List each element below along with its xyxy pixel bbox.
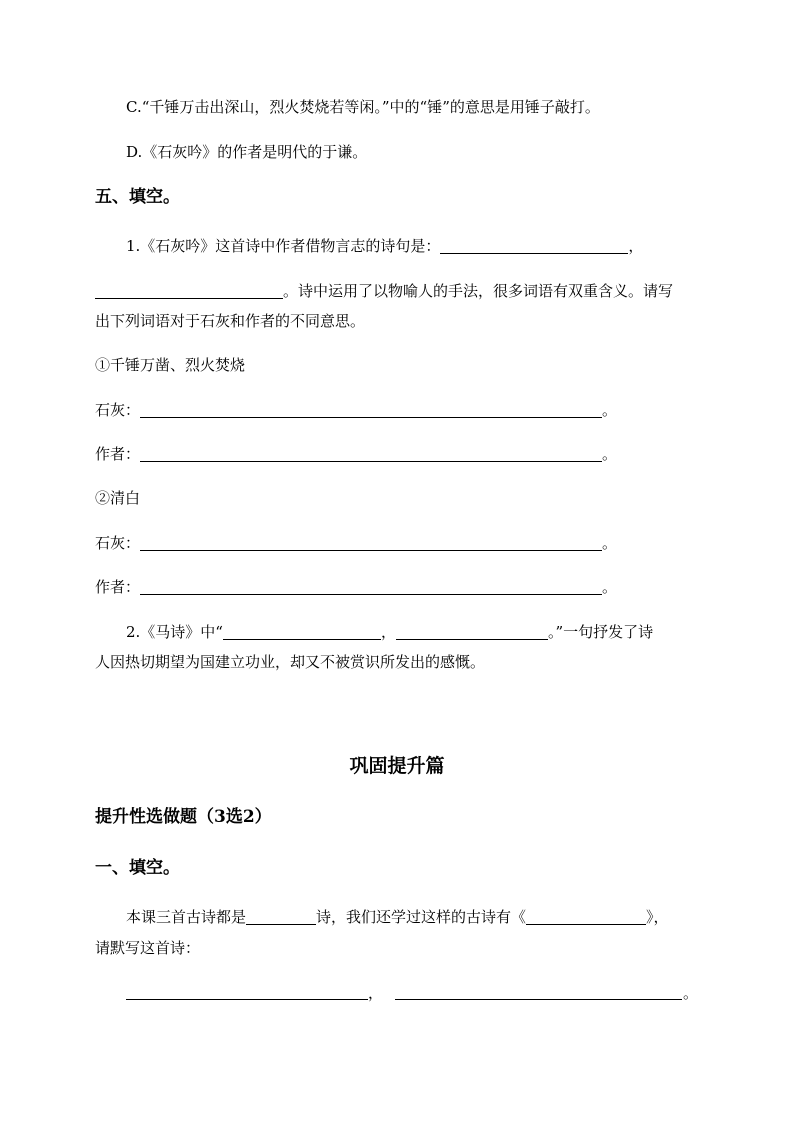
part1-line1 — [126, 906, 731, 928]
q1-continuation: 。诗中运用了以物喻人的手法，很多词语有双重含义。请写 — [283, 282, 674, 300]
end-mark: 。 — [602, 578, 618, 596]
part-one-title: 一、填空。 — [95, 858, 180, 878]
author-label: 作者： — [95, 578, 141, 596]
q1-blank-1[interactable] — [440, 237, 628, 254]
poem-line-blank-2[interactable] — [395, 998, 682, 1000]
option-c: C.“千锤万击出深山，烈火焚烧若等闲。”中的“锤”的意思是用锤子敲打。 — [126, 98, 600, 116]
poem-period: 。 — [683, 984, 699, 1002]
end-mark: 。 — [602, 401, 618, 419]
part1-line2: 请默写这首诗： — [95, 939, 201, 957]
item2-author-blank[interactable] — [140, 578, 602, 595]
part1-text-c: 》， — [646, 908, 669, 926]
part1-text-b: 诗，我们还学过这样的古诗有《 — [316, 908, 527, 926]
option-d: D.《石灰吟》的作者是明代的于谦。 — [126, 143, 368, 161]
end-mark: 。 — [602, 445, 618, 463]
q1-blank-2[interactable] — [95, 282, 283, 299]
q2-continuation: 。”一句抒发了诗 — [548, 623, 654, 641]
optional-subtitle: 提升性选做题（3选2） — [95, 807, 272, 827]
item1-lime-row — [95, 399, 700, 421]
q1-line2 — [95, 280, 700, 302]
author-label: 作者： — [95, 445, 141, 463]
poem-title-blank[interactable] — [526, 908, 646, 925]
section-five-title: 五、填空。 — [95, 187, 180, 207]
q1-comma: ， — [628, 237, 644, 255]
q2-blank-2[interactable] — [396, 623, 548, 640]
lime-label: 石灰： — [95, 401, 141, 419]
q2-intro: 2.《马诗》中“ — [126, 623, 223, 641]
item-one: ①千锤万凿、烈火焚烧 — [95, 356, 246, 374]
q1-intro: 1.《石灰吟》这首诗中作者借物言志的诗句是： — [126, 237, 441, 255]
poem-type-blank[interactable] — [246, 908, 316, 925]
q2-blank-1[interactable] — [223, 623, 381, 640]
item1-lime-blank[interactable] — [140, 401, 602, 418]
item1-author-blank[interactable] — [140, 445, 602, 462]
lime-label: 石灰： — [95, 534, 141, 552]
q1-line1 — [126, 235, 731, 257]
part1-text-a: 本课三首古诗都是 — [126, 908, 247, 926]
q1-line3: 出下列词语对于石灰和作者的不同意思。 — [95, 312, 366, 330]
item-two: ②清白 — [95, 489, 141, 507]
q2-line2: 人因热切期望为国建立功业，却又不被赏识所发出的感慨。 — [95, 653, 486, 671]
item2-lime-blank[interactable] — [140, 534, 602, 551]
end-mark: 。 — [602, 534, 618, 552]
item2-lime-row — [95, 532, 700, 554]
q2-comma: ， — [380, 623, 396, 641]
poem-comma: ， — [368, 984, 384, 1002]
poem-line-blank-1[interactable] — [126, 998, 368, 1000]
consolidate-title: 巩固提升篇 — [349, 755, 445, 777]
q2-line1 — [126, 621, 731, 643]
item1-author-row — [95, 443, 700, 465]
item2-author-row — [95, 576, 700, 598]
